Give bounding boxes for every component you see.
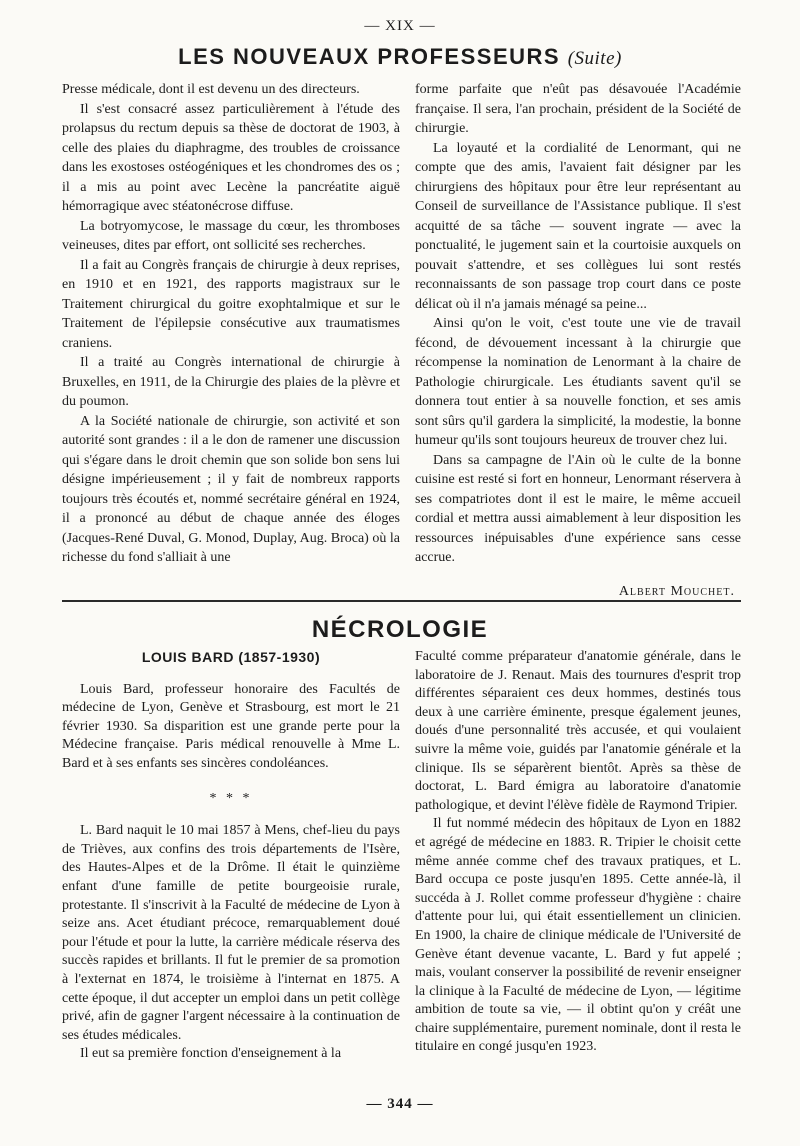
article-paragraph: Il a traité au Congrès international de chirurgie à Bruxelles, en 1911, de la Chirurgie des plaies de la plèvre et du poumon. — [62, 355, 400, 409]
article-paragraph: A la Société nationale de chirurgie, son activité et son autorité sont grandes : il a le don de ramener une discussion qui s'égare dans le droit chemin que son solide bon sens lui désigne impérieusement ; il y fait de nombreux rapports toujours très écoutés et, nommé secrétaire général en 1924, il a prononcé au début de chaque année des éloges (Jacques-René Duval, G. Monod, Duplay, Aug. Broca) où la richesse du fond s'alliait à une — [62, 413, 400, 565]
obituary-subtitle: LOUIS BARD (1857-1930) — [141, 649, 321, 665]
obituary-paragraph: L. Bard naquit le 10 mai 1857 à Mens, chef-lieu du pays de Trièves, aux confins des trois départements de l'Isère, des Hautes-Alpes et de la Drôme. Il était le quinzième enfant d'une famille de petite bourgeoisie rurale, protestante. Il s'inscrivit à la Faculté de médecine de Lyon à seize ans. Acet étudiant précoce, remarquablement doué pour l'étude et pour la lutte, la carrière médicale réserva des succès rapides et brillants. Il fut le premier de sa promotion à l'externat en 1874, le troisième à l'internat en 1875. A cette époque, il dut accepter un emploi dans un petit collège privé, afin de gagner l'argent nécessaire à la continuation de ses études médicales. — [62, 823, 400, 1043]
article-column-right — [415, 80, 741, 601]
obituary-paragraph: Louis Bard, professeur honoraire des Facultés de médecine de Lyon, Genève et Strasbourg, est mort le 21 février 1930. Sa disparition est une grande perte pour la Médecine française. Paris médical renouvelle à Mme L. Bard et à ses enfants ses sincères condoléances. — [62, 681, 400, 771]
obituary-paragraph: Il eut sa première fonction d'enseignement à la — [80, 1046, 342, 1062]
section-divider — [62, 600, 741, 602]
obituary-column-right — [415, 648, 741, 1057]
article-paragraph: forme parfaite que n'eût pas désavouée l'Académie française. Il sera, l'an prochain, président de la Société de chirurgie. — [415, 82, 741, 136]
article-paragraph: Dans sa campagne de l'Ain où le culte de la bonne cuisine est resté si fort en honneur, Lenormant réservera à ses compatriotes dont il est le maire, le même accueil cordial et mettra aussi aimablement à leur disposition les ressources inépuisables d'une expérience sans cesse accrue. — [415, 452, 741, 565]
obituary-paragraph: Faculté comme préparateur d'anatomie générale, dans le laboratoire de J. Renaut. Mais des tournures d'esprit trop différentes séparaient ces deux hommes, destinés tous deux à une carrière éminente, presque également jeunes, doués d'une personnalité très accusée, et qui voulaient suivre la même voie, guidés par l'anatomie générale et la clinique. Ils se séparèrent bientôt. Après sa thèse de doctorat, L. Bard émigra au laboratoire d'anatomie pathologique, et devint l'élève fidèle de Raymond Tripier. — [415, 649, 741, 813]
section-asterism: * * * — [209, 790, 253, 806]
obituary-paragraph: Il fut nommé médecin des hôpitaux de Lyon en 1882 et agrégé de médecine en 1883. R. Tripier le choisit cette même année comme chef des travaux pratiques, et L. Bard occupa ce poste jusqu'en 1895. Cette année-là, il succéda à J. Rollet comme professeur d'hygiène : chaire d'attente pour lui, qui était essentiellement un clinicien. En 1900, la chaire de clinique médicale de l'Université de Genève étant devenue vacante, L. Bard y fut appelé ; mais, voulant conserver la possibilité de revenir enseigner la clinique à la Faculté de médecine de Lyon, — légitime ambition de toute sa vie, — il obtint qu'on y créât une chaire supplémentaire, purement nominale, dont il resta le titulaire en congé jusqu'en 1923. — [415, 816, 741, 1055]
obituary-column-left — [62, 648, 400, 1064]
article-paragraph: Ainsi qu'on le voit, c'est toute une vie de travail fécond, de dévouement incessant à la chirurgie que récompense la nomination de Lenormant à la chaire de Pathologie chirurgicale. Les étudiants savent qu'il se donnera tout entier à sa nouvelle fonction, et ses amis sont sûrs qu'il gardera la simplicité, la modestie, la bonne humeur qu'ils sont toujours heureux de trouver chez lui. — [415, 316, 741, 448]
article-paragraph: La loyauté et la cordialité de Lenormant, qui ne compte que des amis, l'avaient fait désigner par les chirurgiens des hôpitaux pour être leur représentant au Conseil de surveillance de l'Assistance publique. Il s'est acquitté de sa tâche — souvent ingrate — avec la ponctualité, le jugement sain et la courtoisie auxquels on pouvait s'attendre, et ses collègues lui sont restés reconnaissants de son passage trop court dans ce poste délicat où il n'a jamais ménagé sa peine... — [415, 140, 741, 312]
page-number: — 344 — — [366, 1096, 434, 1112]
article-paragraph: Il s'est consacré assez particulièrement à l'étude des prolapsus du rectum depuis sa thèse de doctorat de 1903, à celle des plaies du diaphragme, des troubles de croissance dans les exostoses ostéogéniques et les chondromes des os ; il a mis au point avec Lecène la pancréatite aiguë hémorragique avec stéatonécrose diffuse. — [62, 101, 400, 214]
article-paragraph: Presse médicale, dont il est devenu un des directeurs. — [62, 82, 360, 97]
article-paragraph: Il a fait au Congrès français de chirurgie à deux reprises, en 1910 et en 1921, des rapports magistraux sur le Traitement chirurgical du goitre exophtalmique et sur le Traitement de l'épilepsie consécutive aux traumatismes craniens. — [62, 257, 400, 351]
article-paragraph: La botryomycose, le massage du cœur, les thromboses veineuses, dites par effort, ont sollicité ses recherches. — [62, 218, 400, 253]
title-text: LES NOUVEAUX PROFESSEURS — [178, 44, 561, 69]
article-column-left — [62, 80, 400, 568]
necrologie-title: NÉCROLOGIE — [311, 616, 489, 643]
section-numeral: — XIX — — [364, 18, 436, 34]
title-suite: (Suite) — [567, 48, 622, 69]
page-title — [0, 44, 800, 70]
author-signature: Albert Mouchet. — [618, 583, 735, 599]
